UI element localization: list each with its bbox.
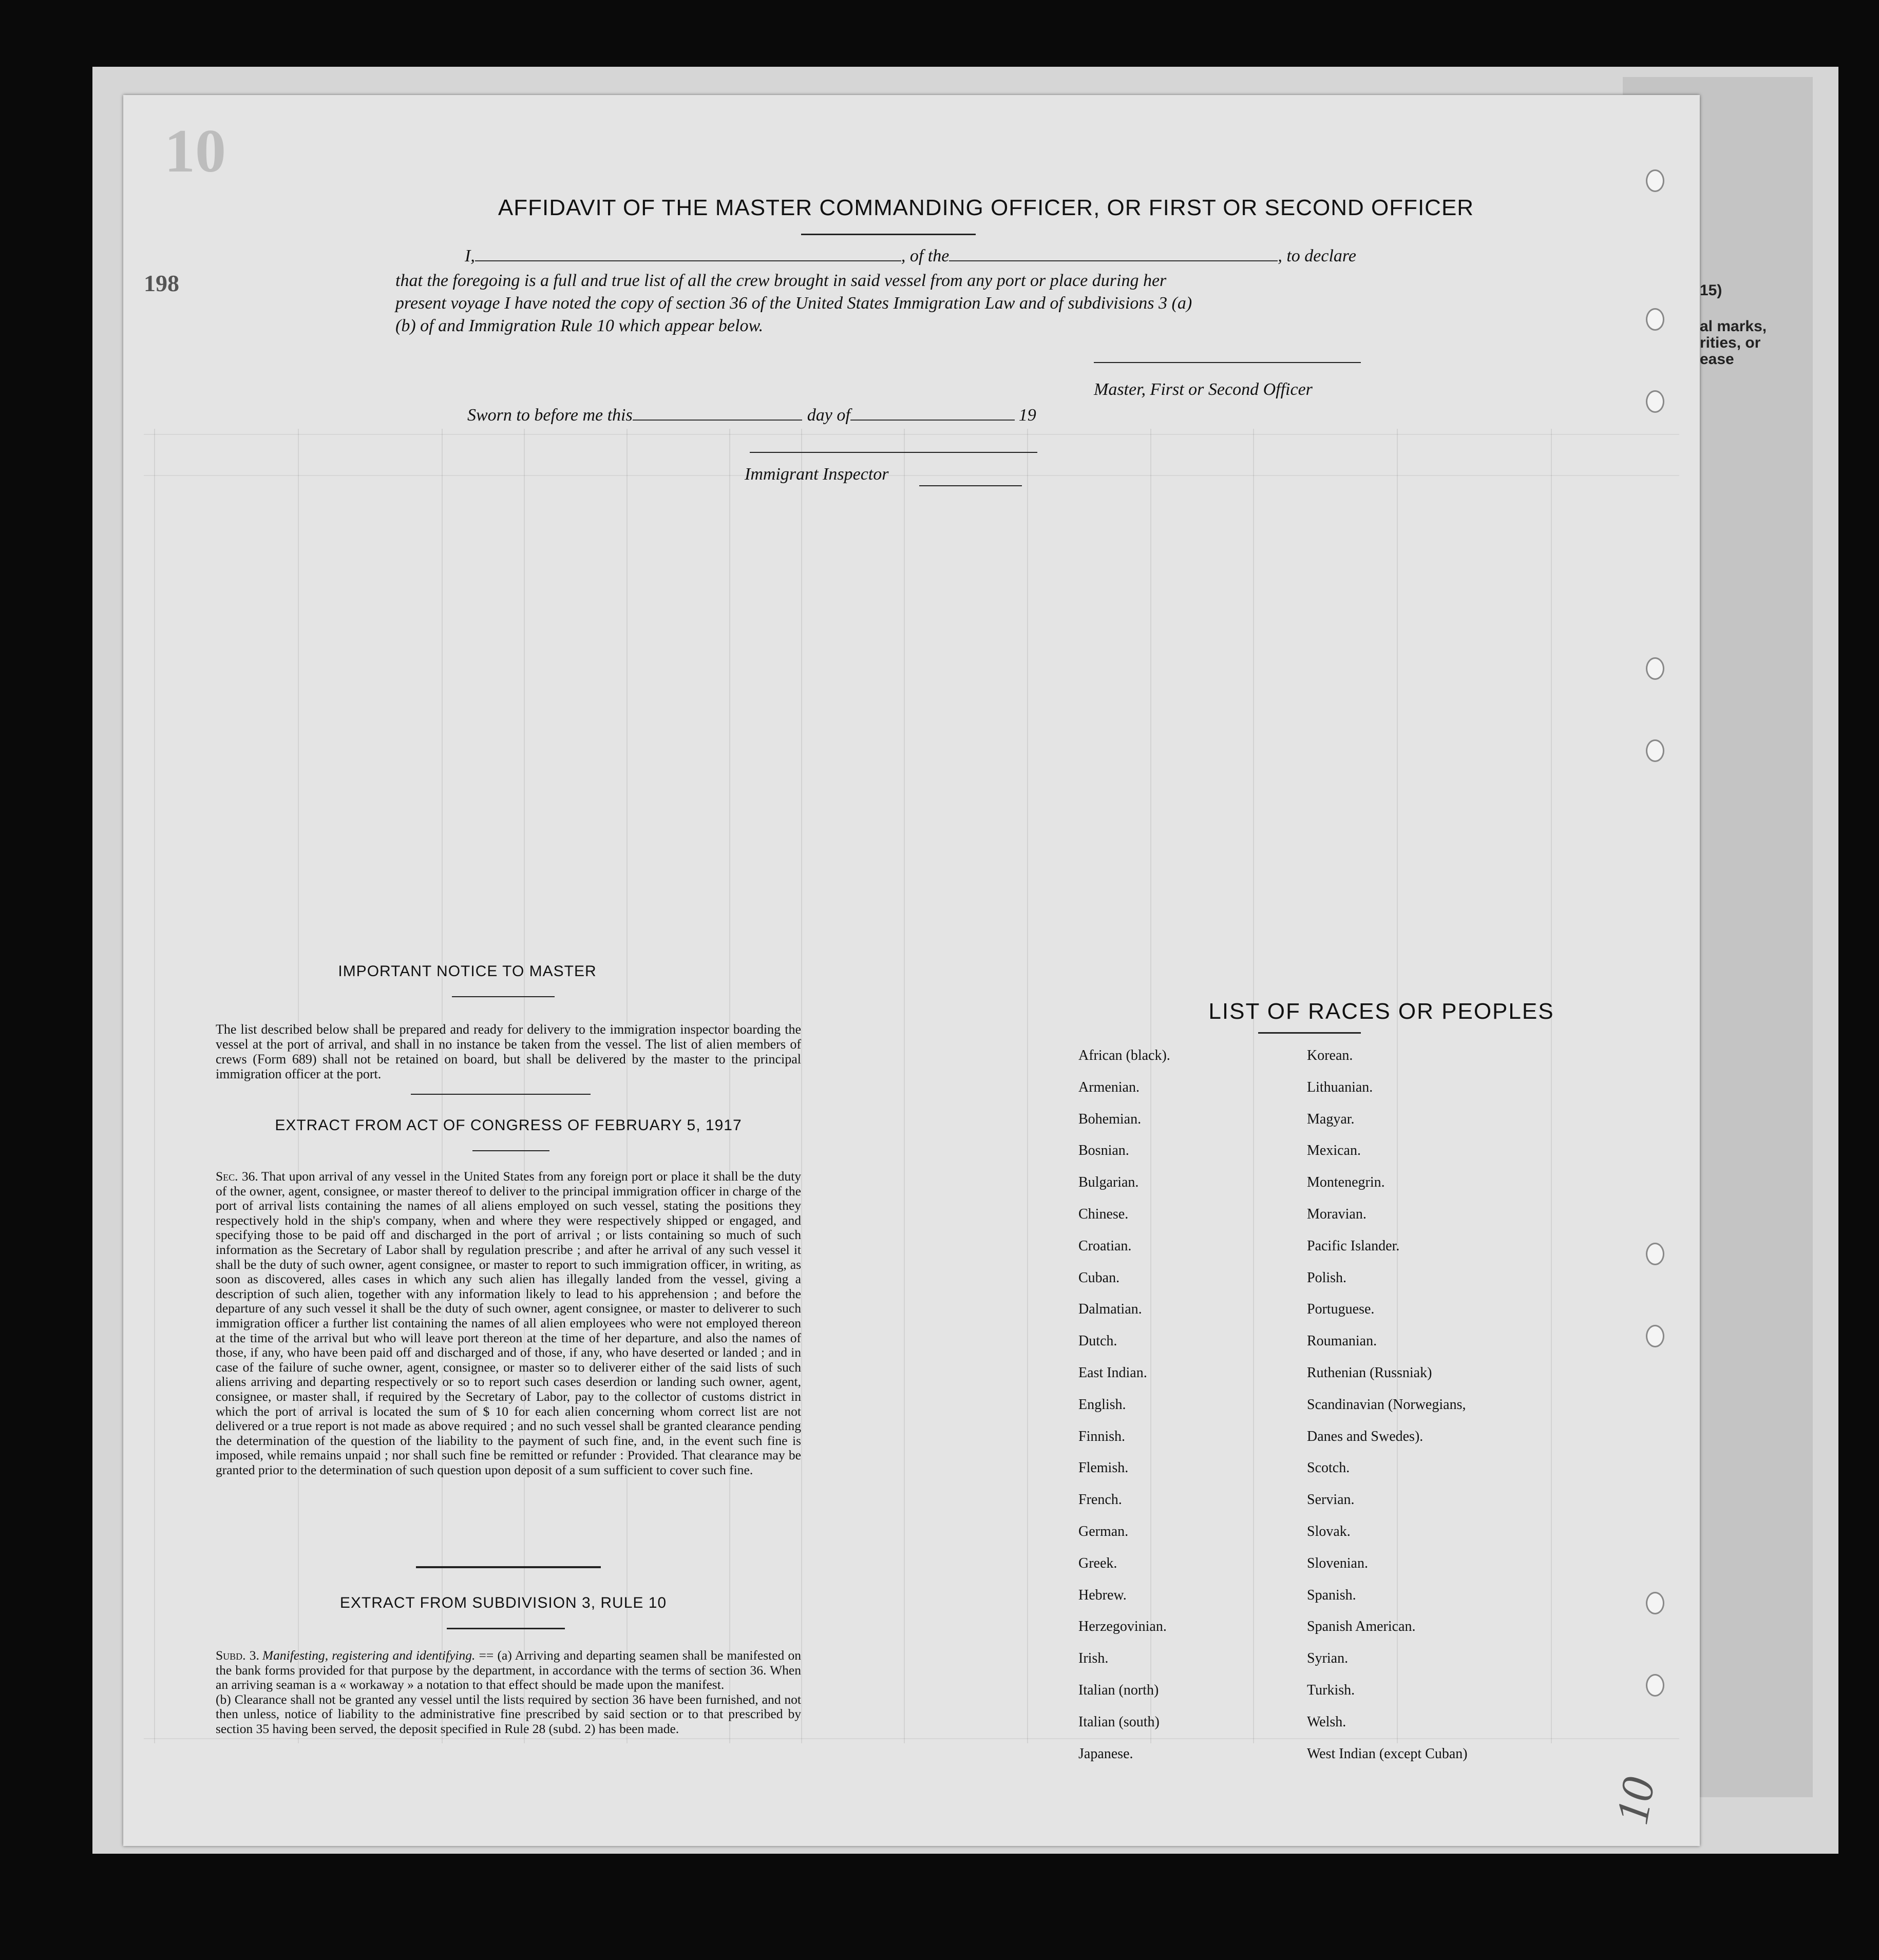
- race-entry: Dutch.: [1078, 1333, 1117, 1349]
- race-entry: Magyar.: [1307, 1111, 1355, 1127]
- race-entry: Portuguese.: [1307, 1301, 1375, 1318]
- sworn-day-blank[interactable]: [633, 420, 802, 421]
- rule-heading: EXTRACT FROM SUBDIVISION 3, RULE 10: [339, 1594, 667, 1611]
- side-fragment: 15): [1700, 282, 1722, 299]
- race-entry: French.: [1078, 1492, 1122, 1508]
- race-entry: Servian.: [1307, 1492, 1355, 1508]
- punch-hole: [1646, 390, 1664, 413]
- race-entry: German.: [1078, 1524, 1129, 1539]
- race-entry: Hebrew.: [1078, 1587, 1127, 1603]
- affidavit-line-1: [465, 246, 1512, 266]
- act-text: [216, 1169, 801, 1477]
- race-entry: Danes and Swedes).: [1307, 1428, 1424, 1444]
- notice-underline: [452, 996, 555, 997]
- affidavit-of-the: , of the: [901, 246, 950, 265]
- races-heading: LIST OF RACES OR PEOPLES: [1208, 999, 1554, 1024]
- races-underline: [1258, 1032, 1361, 1034]
- race-entry: Finnish.: [1078, 1428, 1126, 1444]
- race-entry: Cuban.: [1078, 1269, 1120, 1286]
- notice-text: The list described below shall be prepared and ready for delivery to the immigration inspector boarding the vessel at the port of arrival, and shall in no instance be taken from the vessel. The list of alien members of crews (Form 689) shall not be retained on board, but shall be delivered by the master to the principal immigration officer at the port.: [216, 1022, 801, 1081]
- race-entry: Spanish American.: [1307, 1619, 1416, 1635]
- race-entry: Mexican.: [1307, 1143, 1361, 1159]
- race-entry: Turkish.: [1307, 1682, 1355, 1698]
- race-entry: Korean.: [1307, 1048, 1353, 1063]
- race-entry: West Indian (except Cuban): [1307, 1745, 1468, 1762]
- race-entry: Slovak.: [1307, 1524, 1351, 1539]
- punch-hole: [1646, 308, 1664, 331]
- rule-text: [216, 1648, 801, 1737]
- race-entry: Italian (north): [1078, 1682, 1159, 1698]
- punch-hole: [1646, 1674, 1664, 1697]
- race-entry: Moravian.: [1307, 1206, 1366, 1222]
- master-signature-label: Master, First or Second Officer: [1094, 380, 1313, 399]
- affidavit-sheet: [123, 95, 1700, 1846]
- race-entry: Croatian.: [1078, 1238, 1132, 1254]
- rule-subd-title: Manifesting, registering and identifying.: [262, 1648, 476, 1663]
- handwritten-page-number: 10: [1606, 1773, 1665, 1828]
- affidavit-line: present voyage I have noted the copy of section 36 of the United States Immigration Law and of subdivisions 3 (a): [395, 294, 1192, 313]
- race-entry: Scotch.: [1307, 1460, 1350, 1476]
- race-entry: Roumanian.: [1307, 1333, 1377, 1349]
- race-entry: Japanese.: [1078, 1745, 1133, 1762]
- corner-number: 198: [144, 270, 179, 296]
- punch-hole: [1646, 657, 1664, 680]
- race-entry: Pacific Islander.: [1307, 1238, 1400, 1254]
- name-blank[interactable]: [475, 260, 901, 261]
- punch-hole: [1646, 1325, 1664, 1347]
- notice-divider: [411, 1094, 591, 1095]
- race-entry: Chinese.: [1078, 1206, 1129, 1222]
- inspector-label: Immigrant Inspector: [745, 465, 889, 484]
- act-section-label: Sec. 36.: [216, 1169, 258, 1184]
- race-entry: East Indian.: [1078, 1365, 1147, 1381]
- race-entry: Montenegrin.: [1307, 1174, 1385, 1191]
- race-entry: Irish.: [1078, 1650, 1109, 1667]
- race-entry: Spanish.: [1307, 1587, 1356, 1603]
- master-signature-line: [1094, 362, 1361, 363]
- act-underline: [472, 1150, 549, 1151]
- sworn-year: 19: [1018, 406, 1036, 425]
- side-fragment: ease: [1700, 351, 1734, 368]
- sworn-text: Sworn to before me this: [467, 406, 633, 425]
- race-entry: Polish.: [1307, 1269, 1347, 1286]
- race-entry: Greek.: [1078, 1555, 1117, 1571]
- punch-hole: [1646, 739, 1664, 762]
- inspector-dotted-line: [750, 452, 1037, 453]
- race-entry: African (black).: [1078, 1048, 1170, 1063]
- act-section-text: That upon arrival of any vessel in the United States from any foreign port or place it shall be the duty of the owner, agent, consignee, or master thereof to deliver to the principal immigration officer in charge of the port of arrival lists containing the names of all aliens employed on such vessel, stating the positions they respectively hold in the ship's company, when and where they were respectively shipped or engaged, and specifying those to be paid off and discharged in the port of arrival ; or lists containing so much of such information as the Secretary of Labor shall by regulation prescribe ; and after he arrival of any such vessel it shall be the duty of such owner, agent consignee, or master to report to such immigration officer, in writing, as soon as discovered, alles cases in which any such alien has illegally landed from the vessel, giving a description of such alien, together with any information likely to lead to his apprehension ; and before the departure of any such vessel it shall be the duty of such owner, agent consignee, or master to deliverer to such immigration officer a further list containing the names of all alien employees who were not employed thereon at the time of the arrival but who will leave port thereon at the time of her departure, and also the names of those, if any, who have been paid off and discharged and of those, if any, who have deserted or landed ; and in case of the failure of suche owner, agent, consignee, or master so to deliverer either of the said lists of such aliens arriving and departing respectively or so to report such cases deserdion or landing such owner, agent, consignee, or master shall, if required by the Secretary of Labor, pay to the collector of customs district in which the port of arrival is located the sum of $ 10 for each alien concerning whom correct list are not delivered or a true report is not made as above required ; and no such vessel shall be granted clearance pending the determination of the question of the liability to the payment of such fine, and, in the event such fine is imposed, while remains unpaid ; nor shall such fine be remitted or refunder : Provided. That clearance may be granted prior to the determination of such question upon deposit of a sum sufficient to cover such fine.: [216, 1169, 801, 1477]
- race-entry: Bosnian.: [1078, 1143, 1129, 1159]
- race-entry: Dalmatian.: [1078, 1301, 1142, 1318]
- punch-hole: [1646, 169, 1664, 192]
- sworn-month-blank[interactable]: [850, 420, 1015, 421]
- punch-hole: [1646, 1243, 1664, 1265]
- race-entry: Flemish.: [1078, 1460, 1129, 1476]
- affidavit-line: that the foregoing is a full and true list of all the crew brought in said vessel from any port or place during her: [395, 271, 1167, 290]
- race-entry: Syrian.: [1307, 1650, 1349, 1667]
- act-heading: EXTRACT FROM ACT OF CONGRESS OF FEBRUARY 5, 1917: [275, 1117, 742, 1134]
- sworn-day-of: day of: [807, 406, 850, 425]
- race-entry: Herzegovinian.: [1078, 1619, 1167, 1635]
- affidavit-body: [395, 270, 1515, 337]
- side-fragment: rities, or: [1700, 334, 1761, 351]
- race-entry: Scandinavian (Norwegians,: [1307, 1396, 1466, 1413]
- title-underline: [801, 234, 976, 235]
- side-fragment: al marks,: [1700, 318, 1767, 335]
- race-entry: Ruthenian (Russniak): [1307, 1365, 1432, 1381]
- race-entry: Armenian.: [1078, 1079, 1140, 1095]
- act-divider: [416, 1566, 601, 1568]
- race-entry: Bohemian.: [1078, 1111, 1142, 1127]
- affidavit-to-declare: , to declare: [1278, 246, 1356, 265]
- affidavit-title: AFFIDAVIT OF THE MASTER COMMANDING OFFICER, OR FIRST OR SECOND OFFICER: [498, 195, 1474, 220]
- rule-underline: [447, 1628, 565, 1629]
- race-entry: Slovenian.: [1307, 1555, 1368, 1571]
- race-entry: Italian (south): [1078, 1714, 1160, 1730]
- sworn-line: [467, 406, 1222, 425]
- race-entry: Welsh.: [1307, 1714, 1346, 1730]
- rule-text-a: == (a) Arriving and departing seamen shall be manifested on the bank forms provided for that purpose by the department, in accordance with the terms of section 36. When an arriving seaman is a « workaway » a notation to that effect should be made upon the manifest.: [216, 1648, 802, 1692]
- race-entry: English.: [1078, 1396, 1126, 1413]
- race-entry: Lithuanian.: [1307, 1079, 1373, 1095]
- rule-text-b: (b) Clearance shall not be granted any vessel until the lists required by section 36 have been furnished, and not then unless, notice of liability to the administrative fine prescribed by said section or to that prescribed by section 35 having been served, the deposit specified in Rule 28 (subd. 2) has been made.: [216, 1691, 801, 1736]
- affidavit-line: (b) of and Immigration Rule 10 which appear below.: [395, 316, 764, 335]
- inspector-signature-line: [919, 485, 1022, 486]
- affidavit-i: I,: [465, 246, 475, 265]
- punch-hole: [1646, 1592, 1664, 1614]
- notice-heading: IMPORTANT NOTICE TO MASTER: [338, 963, 597, 980]
- rule-subd-label: Subd. 3.: [216, 1648, 259, 1663]
- race-entry: Bulgarian.: [1078, 1174, 1139, 1191]
- vessel-blank[interactable]: [949, 260, 1278, 261]
- page-number-ghost: 10: [164, 117, 226, 185]
